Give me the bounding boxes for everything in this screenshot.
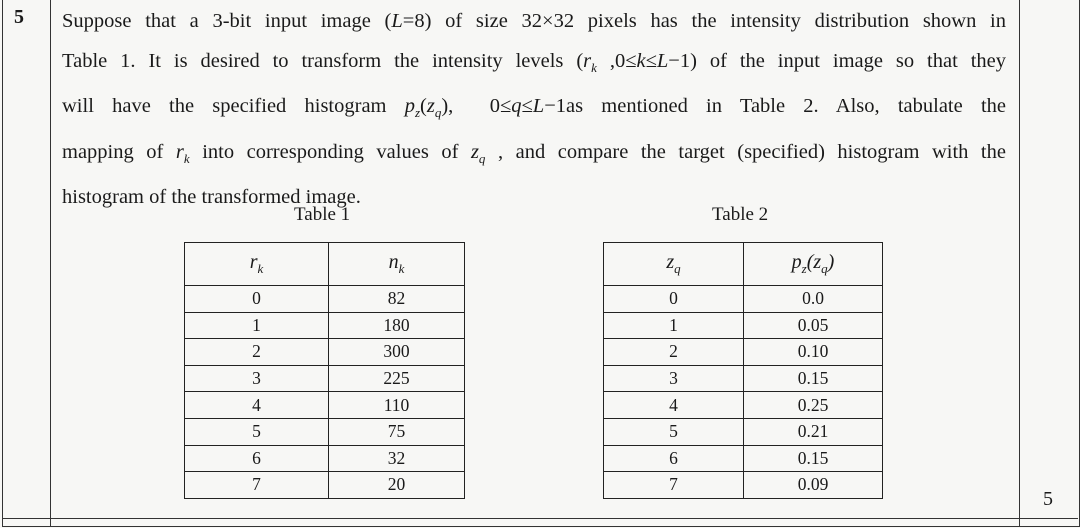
table-cell: 0.10 [744,339,883,366]
table-cell: 6 [185,445,329,472]
table-cell: 0.09 [744,472,883,499]
table2 [603,242,883,499]
table-cell: 0 [604,286,744,313]
table-cell: 1 [604,312,744,339]
table-row [604,472,883,499]
question-line-2: Table 1. It is desired to transform the intensity levels ($r_k$ ,0≤k≤L−1) of the input image so that they [62,49,1006,75]
table-cell: 3 [185,365,329,392]
table-cell: 2 [604,339,744,366]
table-cell: 0.21 [744,418,883,445]
number-column-divider [50,0,51,526]
table-cell: 0 [185,286,329,313]
table-cell: 6 [604,445,744,472]
table-row [185,365,465,392]
table-row [604,339,883,366]
table-cell: 7 [604,472,744,499]
question-text [62,2,1006,218]
table2-header-zq: $z_q$ [604,243,744,286]
table-cell: 300 [329,339,465,366]
marks-column-divider [1019,0,1020,526]
table-row [185,418,465,445]
table-cell: 20 [329,472,465,499]
table2-header-pz: $p_z(z_q)$ [744,243,883,286]
row-divider [2,518,1078,519]
table-cell: 0.15 [744,365,883,392]
table-row [185,392,465,419]
table-cell: 4 [185,392,329,419]
table-cell: 0.05 [744,312,883,339]
table-cell: 4 [604,392,744,419]
table-cell: 5 [185,418,329,445]
table-row [604,286,883,313]
table-row [185,445,465,472]
table-row [604,392,883,419]
question-line-1: Suppose that a 3-bit input image (L=8) of size 32×32 pixels has the intensity distribution shown in [62,10,1007,32]
question-line-5: histogram of the transformed image. [62,186,361,208]
table-row [604,445,883,472]
table-row [185,472,465,499]
table2-caption: Table 2 [712,204,769,225]
table-row [604,418,883,445]
table-cell: 0.0 [744,286,883,313]
table-cell: 7 [185,472,329,499]
table-cell: 82 [329,286,465,313]
table-row [185,339,465,366]
question-line-4: mapping of $r_k$ into corresponding values of $z_q$ , and compare the target (specified) histogram with the [62,140,1006,166]
table-cell: 0.15 [744,445,883,472]
table1-header-rk: $r_k$ [185,243,329,286]
table-cell: 75 [329,418,465,445]
table1 [184,242,465,499]
table-cell: 225 [329,365,465,392]
table-cell: 5 [604,418,744,445]
table-cell: 180 [329,312,465,339]
table-cell: 0.25 [744,392,883,419]
table-row [604,365,883,392]
table-cell: 110 [329,392,465,419]
table-cell: 2 [185,339,329,366]
question-number: 5 [14,6,24,28]
table1-caption: Table 1 [294,204,351,225]
question-line-3: will have the specified histogram $p_z(z_q)$, 0≤q≤L−1as mentioned in Table 2. Also, tabulate the [62,95,1006,120]
table-row [185,312,465,339]
table-cell: 3 [604,365,744,392]
table1-header-nk: $n_k$ [329,243,465,286]
table-row [604,312,883,339]
table-cell: 1 [185,312,329,339]
question-marks: 5 [1043,488,1053,510]
table-row [185,286,465,313]
table-cell: 32 [329,445,465,472]
